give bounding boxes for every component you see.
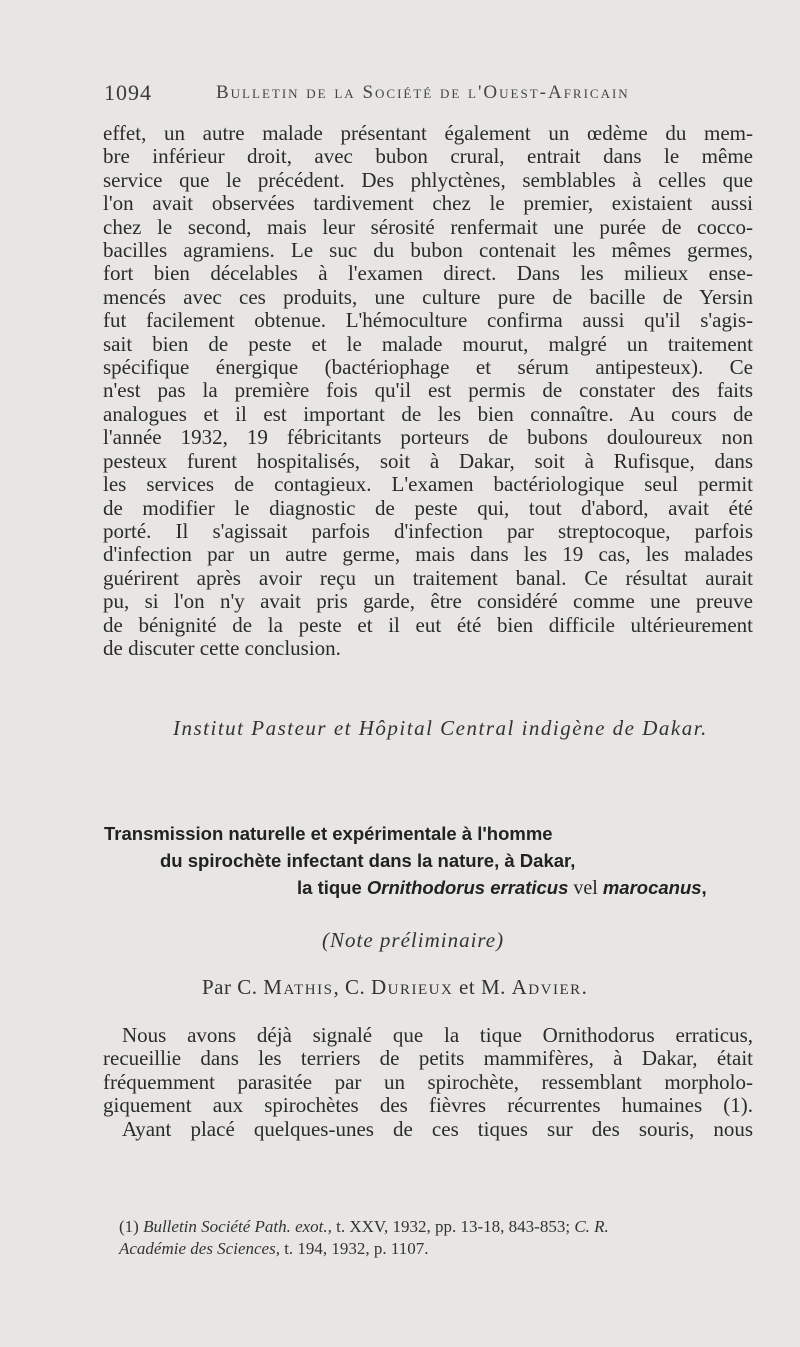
- text-line: de bénignité de la peste et il eut été bien difficile ultérieurement: [103, 612, 753, 637]
- footnote-line: [119, 1238, 759, 1260]
- text-line: de discuter cette conclusion.: [103, 635, 341, 660]
- text-line: pesteux furent hospitalisés, soit à Dakar, soit à Rufisque, dans: [103, 448, 753, 473]
- text-line: porté. Il s'agissait parfois d'infection par streptocoque, parfois: [103, 518, 753, 543]
- authors-prefix: Par: [202, 975, 238, 999]
- author-name: Durieux: [370, 975, 454, 999]
- text-line: analogues et il est important de les bien connaître. Au cours de: [103, 401, 753, 426]
- title-text: la tique: [297, 877, 367, 898]
- footnote-line: [119, 1216, 759, 1238]
- reference-details: t. 194, 1932, p. 1107.: [279, 1239, 429, 1258]
- author-separator: ,: [333, 975, 345, 999]
- author-name: Advier: [511, 975, 582, 999]
- text-line: l'on avait observées tardivement chez le premier, existaient aussi: [103, 191, 753, 216]
- text-line: guérirent après avoir reçu un traitement banal. Ce résultat aurait: [103, 565, 753, 590]
- body-paragraph: [103, 1024, 753, 1141]
- title-text: ,: [701, 877, 707, 898]
- preliminary-note: (Note préliminaire): [322, 928, 505, 952]
- title-line: du spirochète infectant dans la nature, à Dakar,: [160, 850, 576, 871]
- affiliation: Institut Pasteur et Hôpital Central indigène de Dakar.: [173, 716, 708, 740]
- text-line: de modifier le diagnostic de peste qui, tout d'abord, avait été: [103, 495, 753, 520]
- reference-details: t. XXV, 1932, pp. 13-18, 843-853;: [331, 1217, 575, 1236]
- text-line: bre inférieur droit, avec bubon crural, entrait dans le même: [103, 144, 753, 169]
- author-name: Mathis: [263, 975, 334, 999]
- title-text: vel: [568, 877, 603, 899]
- footnote: [119, 1216, 759, 1260]
- text-line: n'est pas la première fois qu'il est permis de constater des faits: [103, 378, 753, 403]
- journal-name: Académie des Sciences,: [119, 1239, 280, 1258]
- running-head: Bulletin de la Société de l'Ouest-Africain: [216, 82, 630, 103]
- author-initial: C.: [344, 975, 371, 999]
- text-line: effet, un autre malade présentant également un œdème du mem-: [103, 121, 753, 145]
- journal-abbrev: C. R.: [574, 1217, 609, 1236]
- text-line: fut facilement obtenue. L'hémoculture confirma aussi qu'il s'agis-: [103, 308, 753, 333]
- text-line: d'infection par un autre germe, mais dans les 19 cas, les malades: [103, 542, 753, 567]
- title-line: [104, 874, 754, 902]
- author-initial: M.: [480, 975, 512, 999]
- text-line: service que le précédent. Des phlyctènes, semblables à celles que: [103, 167, 753, 192]
- page-header: [104, 80, 744, 110]
- text-line: chez le second, mais leur sérosité renfermait une purée de cocco-: [103, 214, 753, 239]
- species-name: Ornithodorus erraticus: [366, 877, 569, 898]
- text-line: Ayant placé quelques-unes de ces tiques sur des souris, nous: [122, 1116, 753, 1141]
- footnote-number: (1): [119, 1217, 144, 1236]
- text-line: Nous avons déjà signalé que la tique Ornithodorus erraticus,: [122, 1023, 753, 1047]
- text-line: sait bien de peste et le malade mourut, malgré un traitement: [103, 331, 753, 356]
- text-line: les services de contagieux. L'examen bactériologique seul permit: [103, 472, 753, 497]
- authors-line: [202, 975, 762, 1000]
- text-line: fréquemment parasitée par un spirochète, ressemblant morpholo-: [103, 1069, 753, 1094]
- continuation-paragraph: [103, 122, 753, 660]
- text-line: fort bien décelables à l'examen direct. Dans les milieux ense-: [103, 261, 753, 286]
- text-line: recueillie dans les terriers de petits mammifères, à Dakar, était: [103, 1046, 753, 1071]
- page-number: 1094: [104, 80, 152, 105]
- text-line: bacilles agramiens. Le suc du bubon contenait les mêmes germes,: [103, 238, 753, 263]
- text-line: giquement aux spirochètes des fièvres récurrentes humaines (1).: [103, 1093, 753, 1118]
- author-separator: et: [453, 975, 481, 999]
- article-title: [104, 820, 754, 902]
- text-line: spécifique énergique (bactériophage et sérum antipesteux). Ce: [103, 355, 753, 380]
- title-line: Transmission naturelle et expérimentale à l'homme: [104, 823, 553, 844]
- journal-name: Bulletin Société Path. exot.,: [143, 1217, 332, 1236]
- author-initial: C.: [237, 975, 264, 999]
- authors-suffix: .: [581, 975, 588, 999]
- species-name: marocanus: [602, 877, 702, 898]
- text-line: l'année 1932, 19 fébricitants porteurs de bubons douloureux non: [103, 425, 753, 450]
- text-line: pu, si l'on n'y avait pris garde, être considéré comme une preuve: [103, 589, 753, 614]
- text-line: mencés avec ces produits, une culture pure de bacille de Yersin: [103, 284, 753, 309]
